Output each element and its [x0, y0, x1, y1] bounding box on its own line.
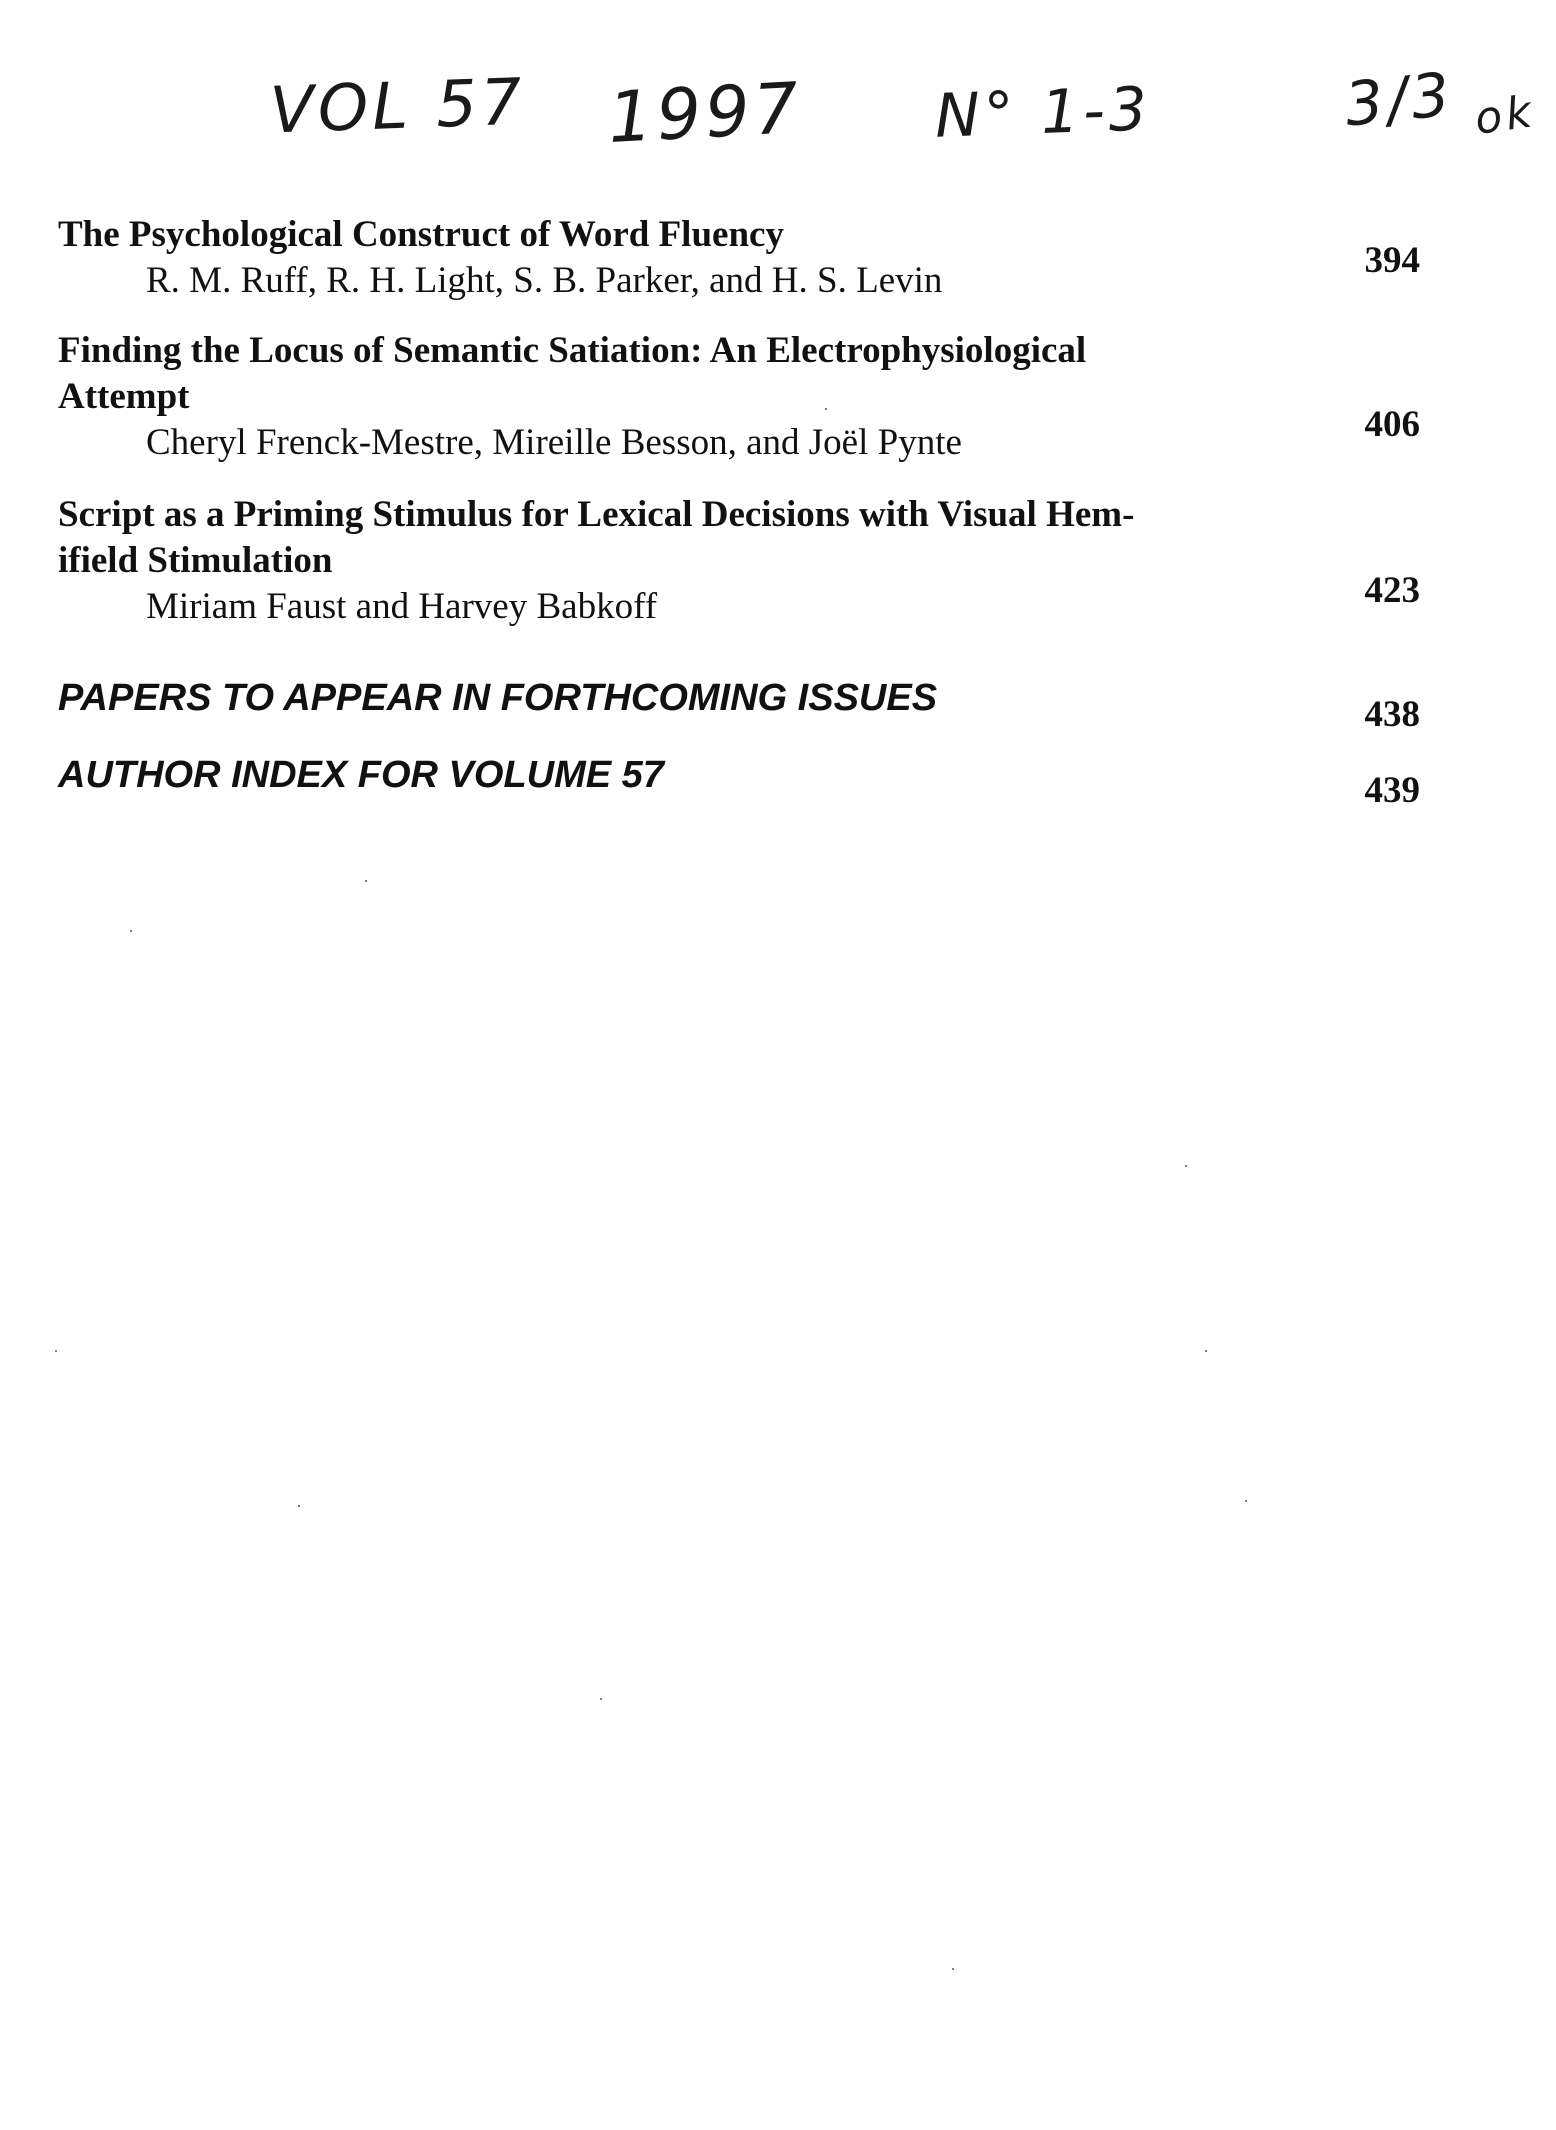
scan-speck — [298, 1505, 300, 1507]
handwritten-year: 1997 — [605, 66, 805, 160]
scan-speck — [600, 1698, 602, 1700]
section-papers-forthcoming: PAPERS TO APPEAR IN FORTHCOMING ISSUES — [58, 677, 938, 719]
scan-speck — [365, 880, 367, 882]
handwritten-fraction: 3/3 — [1341, 59, 1457, 141]
article-authors: Miriam Faust and Harvey Babkoff — [146, 586, 658, 627]
article-title: The Psychological Construct of Word Fluency — [58, 214, 784, 255]
scan-speck — [952, 1968, 954, 1970]
article-title-continuation: ifield Stimulation — [58, 540, 333, 581]
toc-entry-script-priming — [58, 492, 1258, 630]
article-page-number: 423 — [1364, 570, 1420, 611]
scan-speck — [1205, 1350, 1207, 1352]
article-title: Finding the Locus of Semantic Satiation: An Electrophysiological — [58, 330, 1087, 371]
article-authors: Cheryl Frenck-Mestre, Mireille Besson, and Joël Pynte — [146, 422, 962, 463]
article-title-continuation: Attempt — [58, 376, 190, 417]
article-page-number: 406 — [1364, 404, 1420, 445]
scan-speck — [1185, 1165, 1187, 1167]
section-page-number: 439 — [1364, 770, 1420, 811]
handwritten-ok: ok — [1471, 86, 1539, 145]
scan-speck — [825, 408, 827, 410]
scan-speck — [55, 1350, 57, 1352]
section-page-number: 438 — [1364, 694, 1420, 735]
article-title: Script as a Priming Stimulus for Lexical Decisions with Visual Hem- — [58, 494, 1135, 535]
scan-speck — [130, 930, 132, 932]
scan-speck — [1245, 1500, 1247, 1502]
toc-entry-word-fluency — [58, 212, 1258, 304]
toc-entry-semantic-satiation — [58, 328, 1258, 466]
article-authors: R. M. Ruff, R. H. Light, S. B. Parker, and H. S. Levin — [146, 260, 943, 301]
article-page-number: 394 — [1364, 240, 1420, 281]
handwritten-volume: VOL 57 — [268, 65, 527, 149]
handwritten-issue-numbers: N° 1-3 — [933, 74, 1153, 152]
section-author-index: AUTHOR INDEX FOR VOLUME 57 — [58, 754, 664, 796]
